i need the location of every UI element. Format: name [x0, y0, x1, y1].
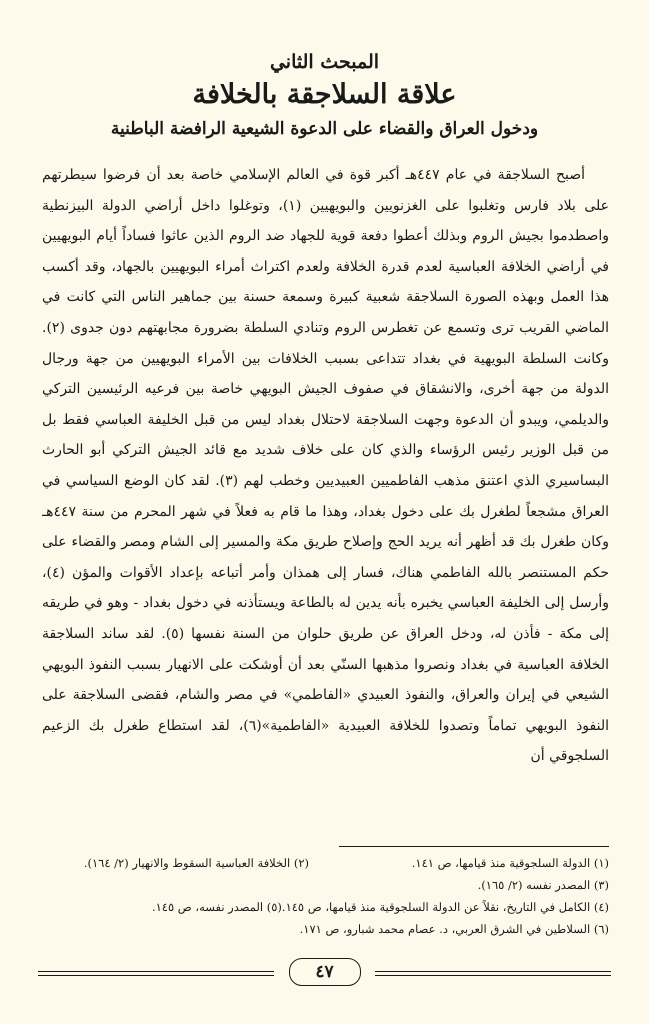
footnote-6: (٦) السلاطين في الشرق العربي، د. عصام محمد شبارو، ص ١٧١. — [299, 922, 609, 936]
footnote-2: (٢) الخلافة العباسية السقوط والانهيار (٢/ ١٦٤). — [83, 856, 309, 870]
footnotes — [44, 852, 609, 940]
footnote-row — [44, 896, 609, 918]
footer-rule-left — [38, 971, 274, 972]
footnote-divider — [339, 846, 609, 847]
footer-rule-right — [375, 971, 611, 972]
footnote-row — [44, 852, 609, 874]
footnote-1: (١) الدولة السلجوقية منذ قيامها، ص ١٤١. — [411, 856, 609, 870]
footnote-row — [44, 918, 609, 940]
page-number: ٤٧ — [289, 958, 361, 986]
footnote-4: (٤) الكامل في التاريخ، نقلاً عن الدولة السلجوقية منذ قيامها، ص ١٤٥. — [281, 900, 609, 914]
body-paragraph: أصبح السلاجقة في عام ٤٤٧هـ أكبر قوة في العالم الإسلامي خاصة بعد أن فرضوا سيطرتهم على بلاد فارس وتغلبوا على الغزنويين والبويهيين (١)، وتوغلوا داخل أراضي الدولة البيزنطية واصطدموا بجيش الروم وبذلك أعطوا دفعة قوية للجهاد ضد الروم الذين عاثوا فساداً أيام البويهيين في أراضي الخلافة العباسية لعدم قدرة الخلافة ولعدم اكتراث أمراء البويهيين بالجهاد، وقد أكسب هذا العمل وبهذه الصورة السلاجقة شعبية كبيرة وسمعة حسنة بين جماهير الناس التي كانت في الماضي القريب ترى وتسمع عن تغطرس الروم وتنادي السلطة بضرورة مجابهتهم دون جدوى (٢). وكانت السلطة البويهية في بغداد تتداعى بسبب الخلافات بين الأمراء البويهيين من جهة ورجال الدولة من جهة أخرى، والانشقاق في صفوف الجيش البويهي خاصة بين فرعيه الرئيسين التركي والديلمي، ويبدو أن الدعوة وجهت السلاجقة لاحتلال بغداد ليس من قبل الخليفة العباسي فقط بل من قبل الوزير رئيس الرؤساء والذي كان على خلاف شديد مع قائد الجيش التركي أبو الحارث البساسيري الذي اعتنق مذهب الفاطميين العبيديين وخطب لهم (٣). لقد كان الوضع السياسي في العراق مشجعاً لطغرل بك على دخول بغداد، وهذا ما قام به فعلاً في شهر المحرم من سنة ٤٤٧هـ وكان طغرل بك قد أظهر أنه يريد الحج وإصلاح طريق مكة والمسير إلى الشام ومصر والقضاء على حكم المستنصر بالله الفاطمي هناك، فسار إلى همذان وأمر أتباعه بإعداد الأقوات والمؤن (٤)، وأرسل إلى الخليفة العباسي يخبره بأنه يدين له بالطاعة ويستأذنه في دخول بغداد - وهو في طريقه إلى مكة - فأذن له، ودخل العراق عن طريق حلوان من السنة نفسها (٥). لقد ساند السلاجقة الخلافة العباسية في بغداد ونصروا مذهبها السنّي بعد أن أوشكت على الانهيار بسبب النفوذ البويهي الشيعي في إيران والعراق، والنفوذ العبيدي «الفاطمي» في مصر والشام، فقضى السلاجقة على النفوذ البويهي تماماً وتصدوا للخلافة العبيدية «الفاطمية»(٦)، لقد استطاع طغرل بك الزعيم السلجوقي أن — [42, 167, 609, 765]
body-text — [42, 160, 609, 835]
footer-rule-left-thin — [38, 975, 274, 976]
footer-rule-right-thin — [375, 975, 611, 976]
footnote-5: (٥) المصدر نفسه، ص ١٤٥. — [151, 900, 282, 914]
chapter-heading — [40, 48, 609, 142]
page-title: علاقة السلاجقة بالخلافة — [192, 79, 457, 110]
footnote-3: (٣) المصدر نفسه (٢/ ١٦٥). — [477, 878, 609, 892]
footnote-row — [44, 874, 609, 896]
page-footer — [38, 958, 611, 986]
section-label: المبحث الثاني — [269, 51, 380, 73]
page-subtitle: ودخول العراق والقضاء على الدعوة الشيعية الرافضة الباطنية — [110, 119, 539, 139]
